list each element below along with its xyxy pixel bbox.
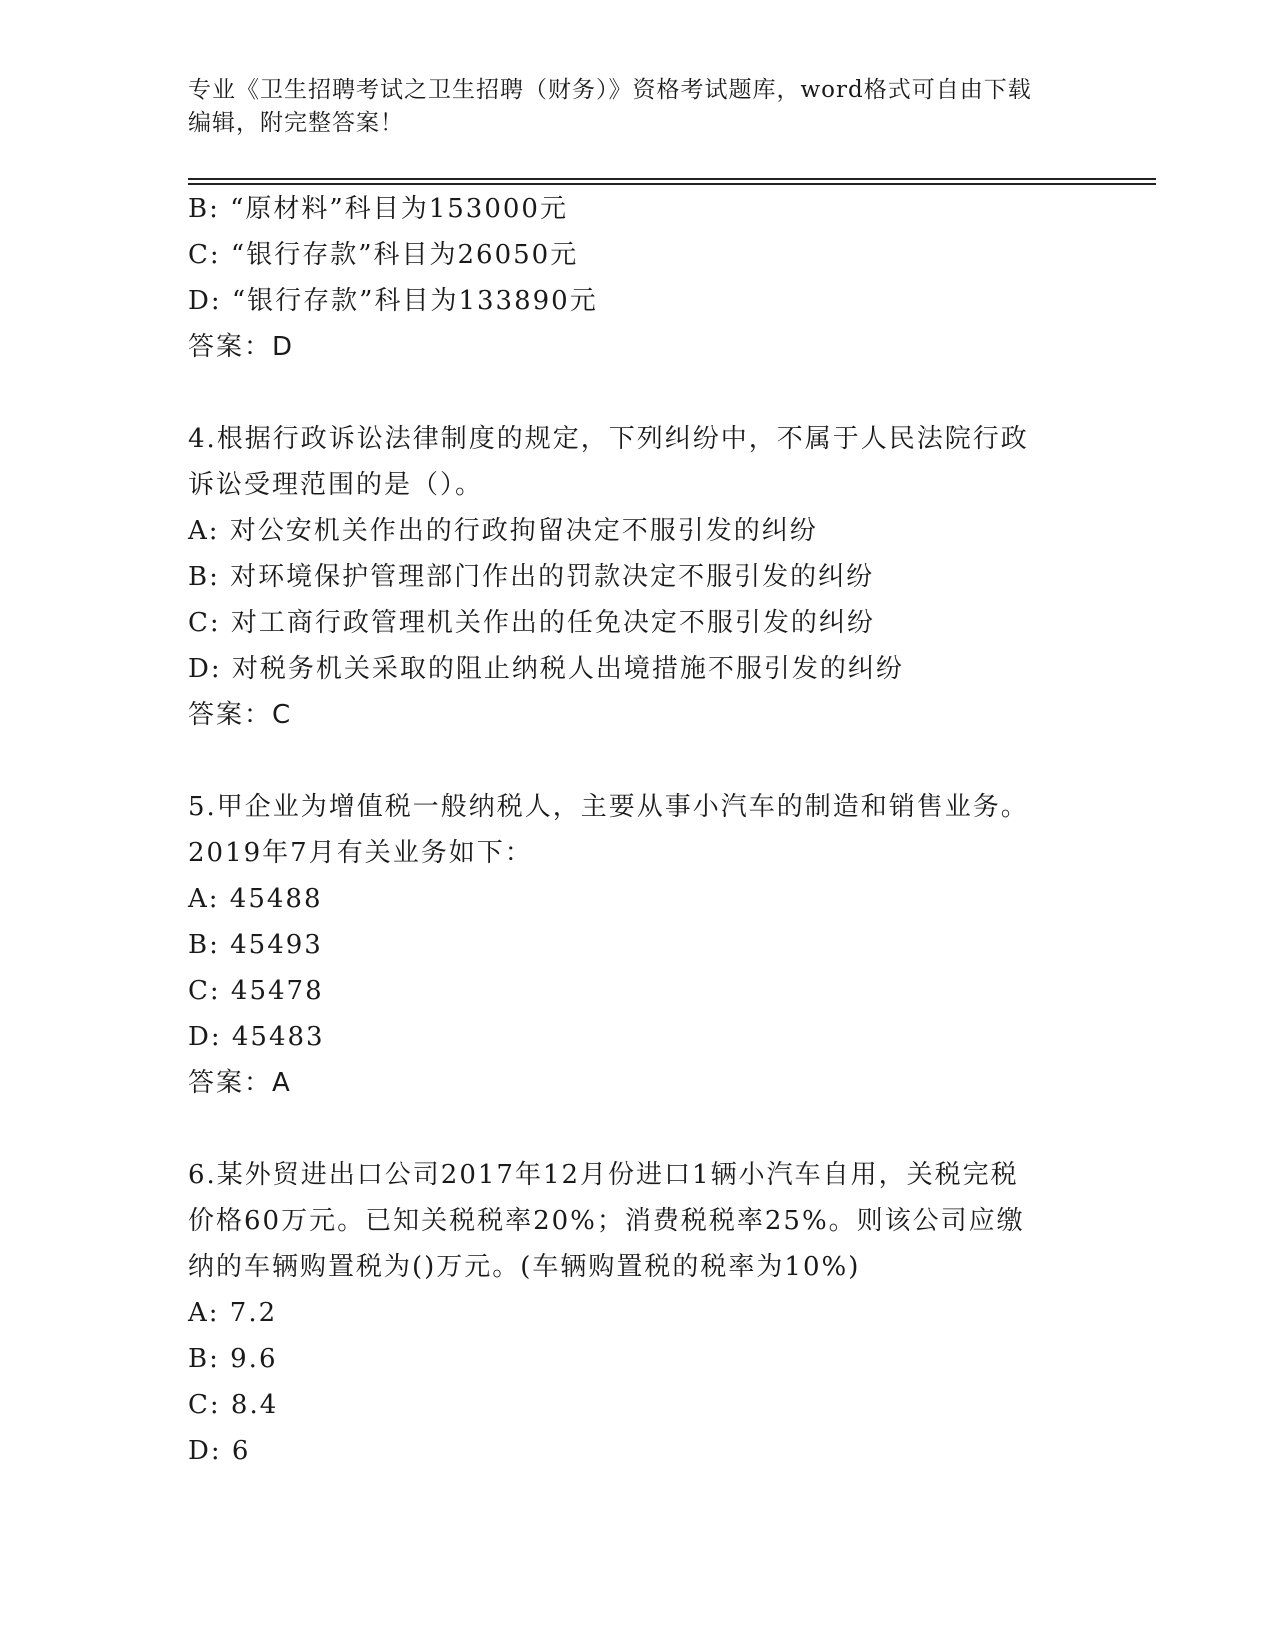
header-divider-bottom xyxy=(188,183,1156,185)
option-d: D: 6 xyxy=(188,1436,251,1466)
option-c: C: “银行存款”科目为26050元 xyxy=(188,240,579,270)
option-a: A: 45488 xyxy=(188,884,323,914)
option-c: C: 45478 xyxy=(188,976,324,1006)
question-stem-line: 6.某外贸进出口公司2017年12月份进口1辆小汽车自用，关税完税 xyxy=(188,1160,1019,1190)
answer-line: 答案：A xyxy=(188,1068,292,1098)
answer-line: 答案：C xyxy=(188,700,293,730)
header-line-1: 专业《卫生招聘考试之卫生招聘（财务）》资格考试题库，word格式可自由下载 xyxy=(188,77,1032,103)
question-stem-line: 诉讼受理范围的是（）。 xyxy=(188,470,484,500)
option-c: C: 对工商行政管理机关作出的任免决定不服引发的纠纷 xyxy=(188,608,875,638)
option-d: D: 对税务机关采取的阻止纳税人出境措施不服引发的纠纷 xyxy=(188,654,904,684)
question-stem-line: 纳的车辆购置税为()万元。(车辆购置税的税率为10%) xyxy=(188,1252,861,1282)
question-stem-line: 价格60万元。已知关税税率20%；消费税税率25%。则该公司应缴 xyxy=(188,1206,1025,1236)
option-a: A: 对公安机关作出的行政拘留决定不服引发的纠纷 xyxy=(188,516,818,546)
question-3 xyxy=(188,186,1088,370)
spacer xyxy=(188,370,1088,416)
option-d: D: “银行存款”科目为133890元 xyxy=(188,286,598,316)
header-divider-top xyxy=(188,178,1156,180)
spacer xyxy=(188,738,1088,784)
option-a: A: 7.2 xyxy=(188,1298,278,1328)
option-b: B: 9.6 xyxy=(188,1344,278,1374)
question-stem-line: 5.甲企业为增值税一般纳税人，主要从事小汽车的制造和销售业务。 xyxy=(188,792,1029,822)
question-6 xyxy=(188,1152,1088,1474)
question-4 xyxy=(188,416,1088,738)
spacer xyxy=(188,1106,1088,1152)
option-d: D: 45483 xyxy=(188,1022,325,1052)
option-c: C: 8.4 xyxy=(188,1390,279,1420)
question-list xyxy=(188,186,1088,1474)
option-b: B: 对环境保护管理部门作出的罚款决定不服引发的纠纷 xyxy=(188,562,875,592)
option-b: B: 45493 xyxy=(188,930,323,960)
option-b: B: “原材料”科目为153000元 xyxy=(188,194,568,224)
answer-line: 答案：D xyxy=(188,332,295,362)
header-line-2: 编辑，附完整答案！ xyxy=(188,110,404,136)
question-5 xyxy=(188,784,1088,1106)
page-header xyxy=(188,74,1088,140)
question-stem-line: 4.根据行政诉讼法律制度的规定，下列纠纷中，不属于人民法院行政 xyxy=(188,424,1029,454)
question-stem-line: 2019年7月有关业务如下： xyxy=(188,838,533,868)
